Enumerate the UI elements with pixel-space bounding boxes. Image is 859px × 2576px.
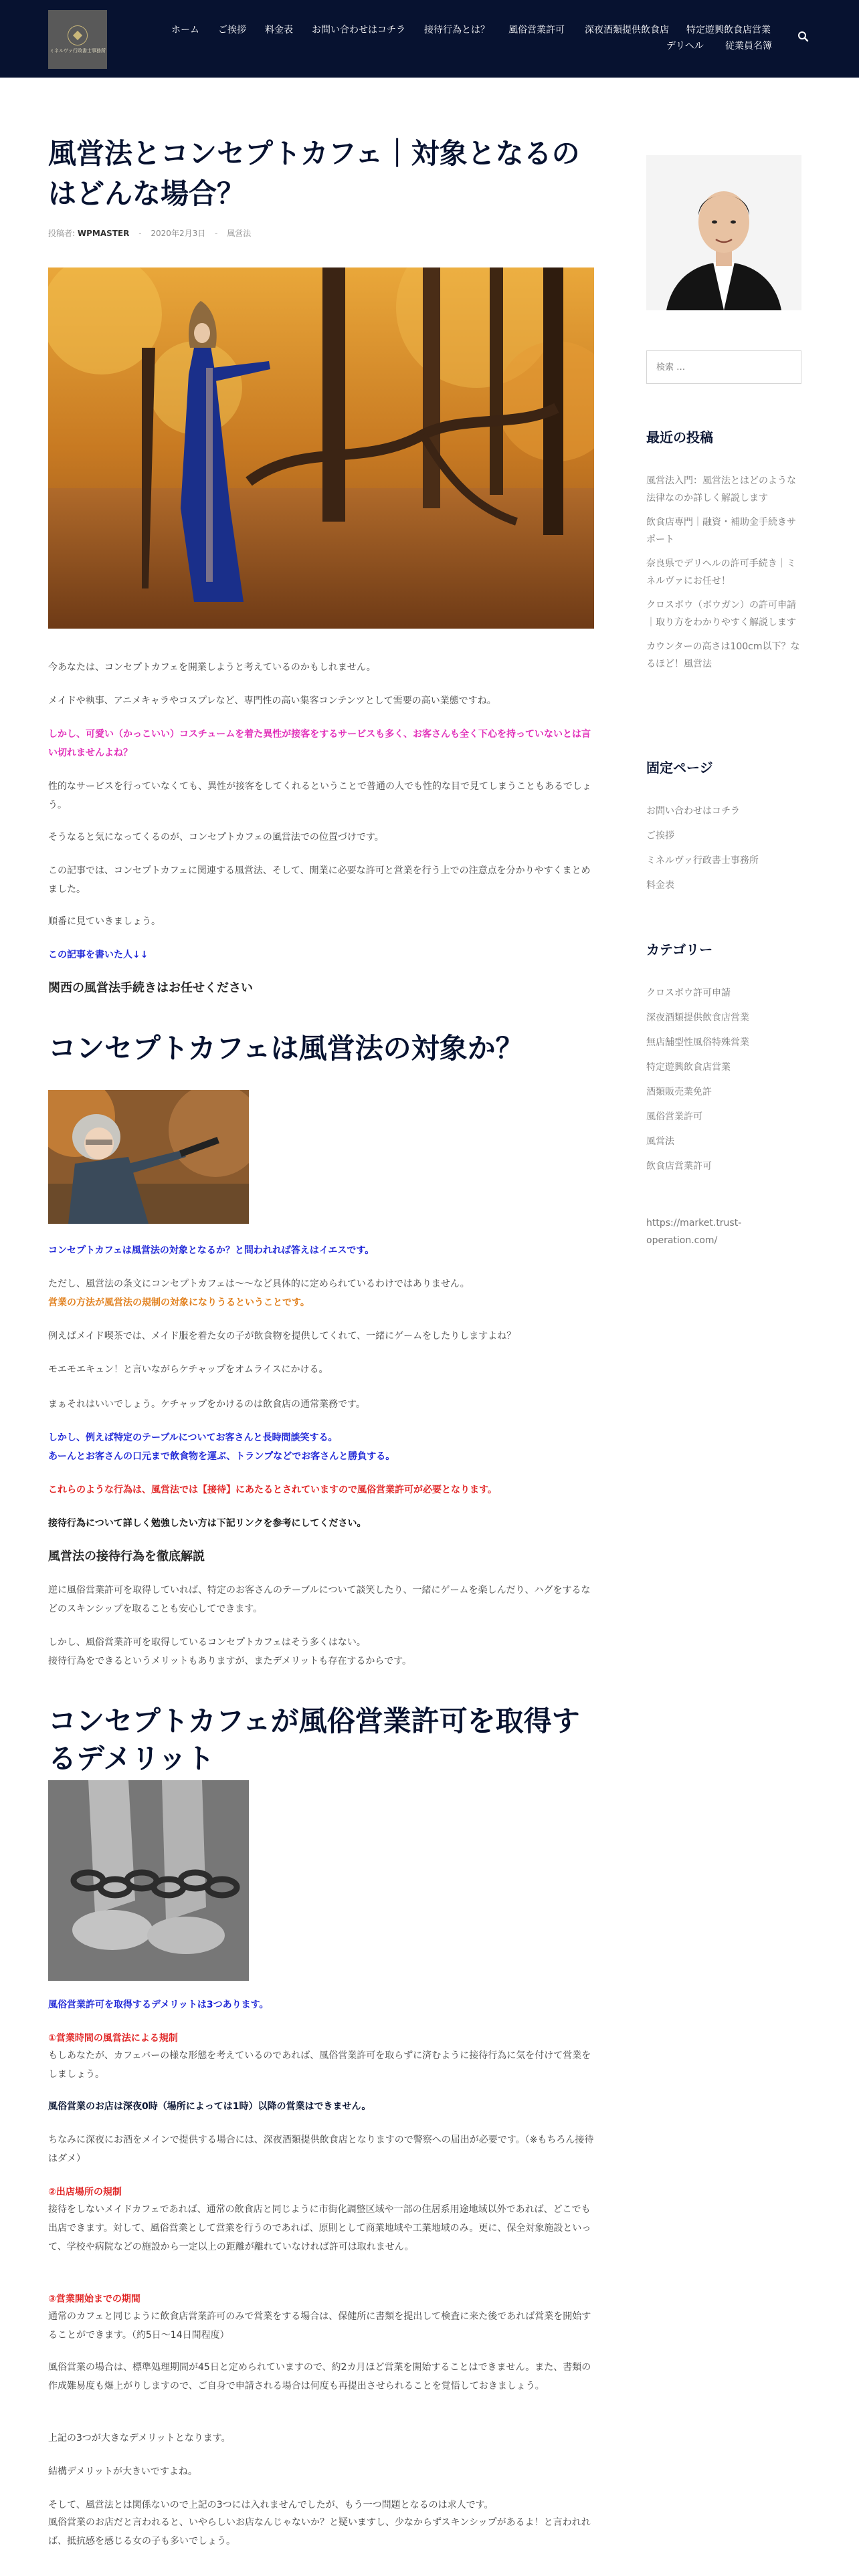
para-big-demerits: 結構デメリットが大きいですよね。 [48, 2466, 197, 2477]
site-header [0, 0, 859, 78]
search-icon[interactable] [796, 29, 811, 44]
para-merits-demerits: 接待行為をできるというメリットもありますが、またデメリットも存在するからです。 [48, 1656, 412, 1667]
hero-image [48, 267, 594, 629]
post-category[interactable]: 風営法 [227, 229, 252, 238]
para-6: この記事では、コンセプトカフェに関連する風営法、そして、開業に必要な許可と営業を行う上での注意点を分かりやすくまとめました。 [48, 865, 591, 895]
para-5: そうなると気になってくるのが、コンセプトカフェの風営法での位置づけです。 [48, 832, 384, 843]
para-few-permits: しかし、風俗営業許可を取得しているコンセプトカフェはそう多くはない。 [48, 1637, 366, 1648]
nav-delivery-health[interactable]: デリヘル [666, 41, 704, 51]
category-item[interactable]: クロスボウ許可申請 [646, 988, 731, 998]
para-highlight-magenta: しかし、可愛い（かっこいい）コスチュームを着た異性が接客をするサービスも多く、お客さんも全く下心を持っていないとは言い切れませんよね？ [48, 729, 591, 758]
author-intro: この記事を書いた人↓↓ [48, 950, 149, 960]
nav-employee-register[interactable]: 従業員名簿 [725, 41, 772, 51]
para-ketchup: まぁそれはいいでしょう。ケチャップをかけるのは飲食店の通常業務です。 [48, 1399, 365, 1410]
category-item[interactable]: 無店舗型性風俗特殊営業 [646, 1037, 749, 1048]
search-input[interactable] [647, 351, 801, 383]
demerit-3-heading: ③営業開始までの期間 [48, 2294, 140, 2304]
demerit-1-heading: ①営業時間の風営法による規制 [48, 2033, 178, 2044]
entertainment-explained-link[interactable]: 風営法の接待行為を徹底解説 [48, 1549, 205, 1564]
sidebar-url-link[interactable]: https://market.trust-operation.com/ [646, 1218, 742, 1246]
pages-list [646, 802, 801, 901]
cosplay-image [48, 1090, 249, 1224]
category-item[interactable]: 風俗営業許可 [646, 1111, 702, 1122]
meta-prefix: 投稿者: [48, 229, 76, 238]
logo-text: ミネルヴァ行政書士事務所 [50, 47, 106, 53]
section-heading-demerits: コンセプトカフェが風俗営業許可を取得するデメリット [48, 1705, 580, 1775]
nav-adult-business-permit[interactable]: 風俗営業許可 [508, 25, 565, 35]
recent-post-item[interactable]: 風営法入門：風営法とはどのような法律なのか詳しく解説します [646, 475, 796, 504]
pages-title: 固定ページ [646, 760, 713, 776]
demerit-2-text: 接待をしないメイドカフェであれば、通常の飲食店と同じように市街化調整区域や一部の住居系用途地域以外であれば、どこでも出店できます。対して、風俗営業として営業を行うのであれば、原則として商業地域や工業地域のみ。更に、保全対象施設といって、学校や病院などの施設から一定以上の距離が離れていなければ許可は取れません。 [48, 2204, 591, 2252]
para-regulation-orange: 営業の方法が風営法の規制の対象になりうるということです。 [48, 1297, 310, 1308]
demerit-3-text: 通常のカフェと同じように飲食店営業許可のみで営業をする場合は、保健所に書類を提出して検査に来た後であれば営業を開始することができます。（約5日〜14日間程度） [48, 2311, 591, 2341]
nav-entertainment[interactable]: 接待行為とは？ [424, 25, 490, 35]
recent-post-item[interactable]: カウンターの高さは100cm以下？なるほど！風営法 [646, 641, 800, 669]
para-recruitment: そして、風営法とは関係ないので上記の3つには入れませんでしたが、もう一つ問題となるのは求人です。 [48, 2500, 494, 2510]
para-reference: 接待行為について詳しく勉強したい方は下記リンクを参考にしてください。 [48, 1518, 367, 1529]
para-summary: 上記の3つが大きなデメリットとなります。 [48, 2433, 231, 2444]
logo-emblem-icon [68, 25, 88, 45]
recent-posts-title: 最近の投稿 [646, 429, 713, 445]
categories-title: カテゴリー [646, 942, 713, 958]
demerit-1-note: ちなみに深夜にお酒をメインで提供する場合には、深夜酒類提供飲食店となりますので警察への届出が必要です。（※もちろん接待はダメ） [48, 2135, 594, 2164]
para-example-a: しかし、例えば特定のテーブルについてお客さんと長時間談笑する。 [48, 1432, 338, 1443]
para-7: 順番に見ていきましょう。 [48, 916, 161, 927]
category-item[interactable]: 酒類販売業免許 [646, 1087, 712, 1097]
para-moe: モエモエキュン！と言いながらケチャップをオムライスにかける。 [48, 1364, 328, 1375]
recent-posts-list [646, 472, 801, 679]
category-item[interactable]: 特定遊興飲食店営業 [646, 1062, 731, 1073]
demerit-1-text: もしあなたが、カフェバーの様な形態を考えているのであれば、風俗営業許可を取らずに済むように接待行為に気を付けて営業をしましょう。 [48, 2050, 591, 2080]
page-item[interactable]: ご挨拶 [646, 831, 674, 841]
post-meta: 投稿者: WPMASTER - 2020年2月3日 - 風営法 [48, 229, 252, 238]
section-heading-concept-cafe: コンセプトカフェは風営法の対象か？ [48, 1032, 524, 1065]
nav-greeting[interactable]: ご挨拶 [218, 25, 246, 35]
nav-pricing[interactable]: 料金表 [265, 25, 293, 35]
post-author[interactable]: WPMASTER [77, 229, 130, 238]
page-item[interactable]: ミネルヴァ行政書士事務所 [646, 855, 759, 866]
kansai-procedure-link[interactable]: 関西の風営法手続きはお任せください [48, 981, 253, 995]
site-logo[interactable] [48, 10, 107, 69]
para-4: 性的なサービスを行っていなくても、異性が接客をしてくれるということで普通の人でも性的な目で見てしまうこともあるでしょう。 [48, 781, 591, 811]
nav-special-entertainment[interactable]: 特定遊興飲食店営業 [686, 25, 771, 35]
categories-list [646, 984, 801, 1182]
para-permit-benefit: 逆に風俗営業許可を取得していれば、特定のお客さんのテーブルについて談笑したり、一緒にゲームを楽しんだり、ハグをするなどのスキンシップを取ることも安心してできます。 [48, 1585, 591, 1614]
category-item[interactable]: 深夜酒類提供飲食店営業 [646, 1012, 749, 1023]
para-1: 今あなたは、コンセプトカフェを開業しようと考えているのかもしれません。 [48, 662, 376, 673]
demerit-1-hours: 風俗営業のお店は深夜0時（場所によっては1時）以降の営業はできません。 [48, 2101, 371, 2112]
recent-post-item[interactable]: 奈良県でデリヘルの許可手続き｜ミネルヴァにお任せ！ [646, 558, 796, 586]
demerits-intro: 風俗営業許可を取得するデメリットは3つあります。 [48, 2000, 269, 2010]
para-law-text: ただし、風営法の条文にコンセプトカフェは〜〜など具体的に定められているわけではありません。 [48, 1279, 470, 1289]
nav-late-night-alcohol[interactable]: 深夜酒類提供飲食店 [585, 25, 669, 35]
category-item[interactable]: 飲食店営業許可 [646, 1161, 712, 1172]
recent-post-item[interactable]: クロスボウ（ボウガン）の許可申請｜取り方をわかりやすく解説します [646, 600, 796, 628]
author-avatar [646, 155, 801, 310]
para-entertainment-red: これらのような行為は、風営法では【接待】にあたるとされていますので風俗営業許可が必要となります。 [48, 1485, 497, 1495]
chained-feet-image [48, 1780, 249, 1981]
recent-post-item[interactable]: 飲食店専門｜融資・補助金手続きサポート [646, 517, 796, 545]
para-2: メイドや執事、アニメキャラやコスプレなど、専門性の高い集客コンテンツとして需要の高い業態ですね。 [48, 695, 496, 706]
demerit-2-heading: ②出店場所の規制 [48, 2187, 122, 2197]
page-item[interactable]: 料金表 [646, 880, 674, 891]
post-date[interactable]: 2020年2月3日 [151, 229, 206, 238]
demerit-3-period: 風俗営業の場合は、標準処理期間が45日と定められていますので、約2カ月ほど営業を開始することはできません。また、書類の作成難易度も爆上がりしますので、ご自身で申請される場合は何度も再提出させられることを覚悟しておきましょう。 [48, 2362, 591, 2391]
para-recruitment-detail: 風俗営業のお店だと言われると、いやらしいお店なんじゃないか？と疑いますし、少なからずスキンシップがあるよ！と言われれば、抵抗感を感じる女の子も多いでしょう。 [48, 2517, 591, 2547]
post-title: 風営法とコンセプトカフェ｜対象となるのはどんな場合？ [48, 137, 580, 210]
category-item[interactable]: 風営法 [646, 1136, 674, 1147]
page-item[interactable]: お問い合わせはコチラ [646, 806, 740, 817]
nav-home[interactable]: ホーム [171, 25, 199, 35]
nav-contact[interactable]: お問い合わせはコチラ [312, 25, 405, 35]
answer-yes: コンセプトカフェは風営法の対象となるか？と問われれば答えはイエスです。 [48, 1245, 375, 1256]
para-maid-cafe: 例えばメイド喫茶では、メイド服を着た女の子が飲食物を提供してくれて、一緒にゲームをしたりしますよね？ [48, 1331, 516, 1341]
para-example-b: あーんとお客さんの口元まで飲食物を運ぶ、トランプなどでお客さんと勝負する。 [48, 1451, 395, 1462]
sidebar-search[interactable] [646, 350, 801, 384]
